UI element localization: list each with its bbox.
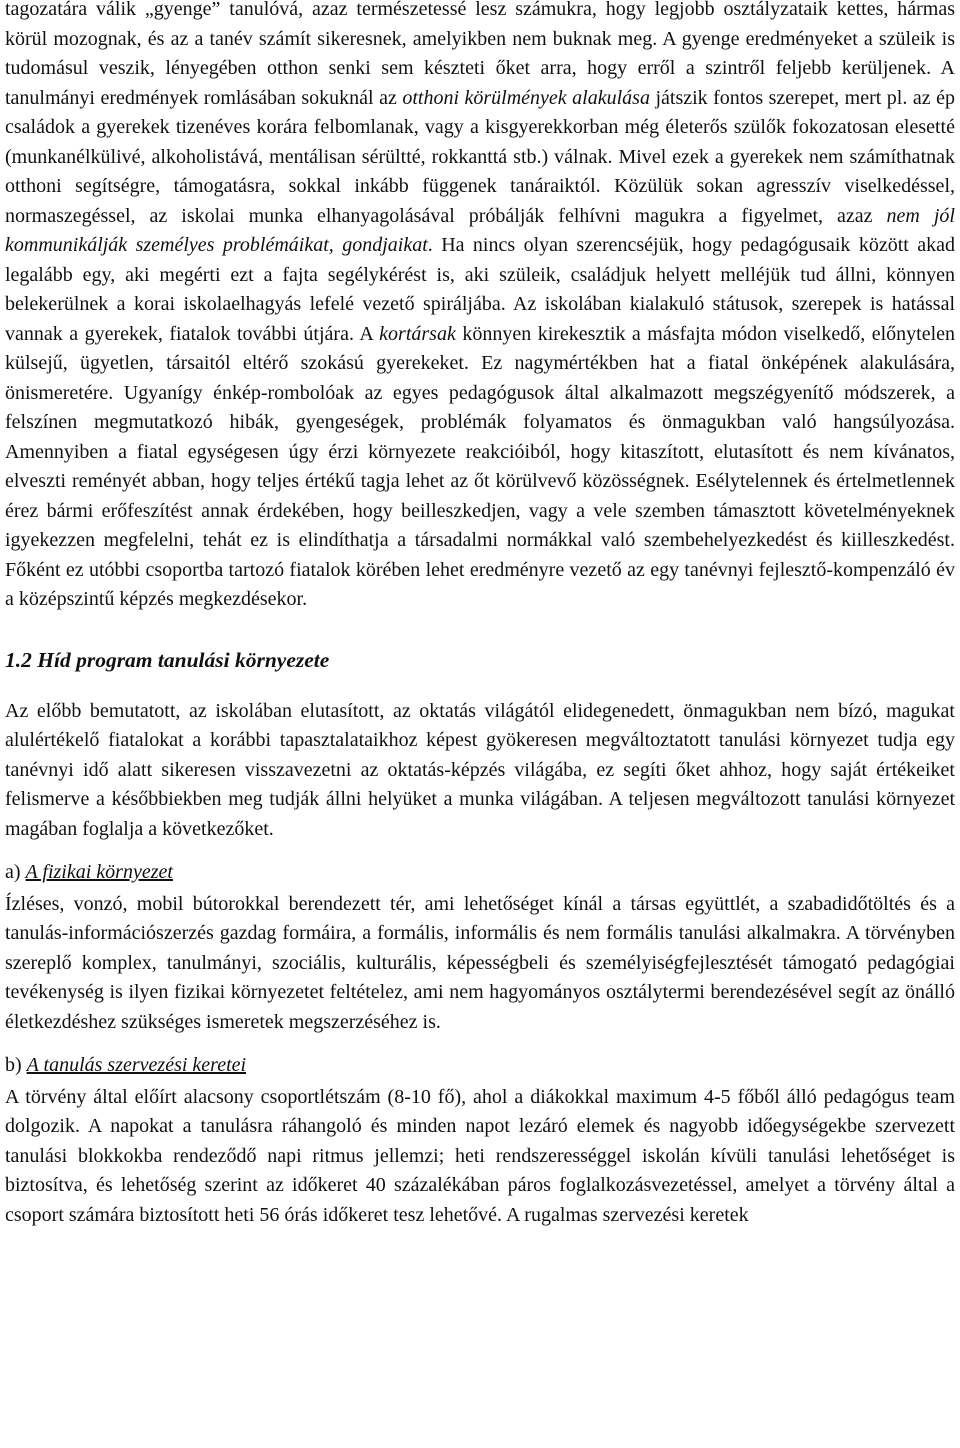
subheading-title: A tanulás szervezési keretei	[26, 1054, 247, 1076]
emphasis-home-circumstances: otthoni körülmények alakulása	[402, 86, 650, 109]
text-run: játszik fontos szerepet, mert pl. az ép családok a gyerekek tizenéves korára felbomlanak, vagy a kisgyerekkorban még életerős szülők fokozatosan elesetté (munkanélkülivé, alkoholistává, mentálisan sérültté, rokkanttá stb.) válnak. Mivel ezek a gyerekek nem számíthatnak otthoni segítségre, támogatásra, sokkal inkább függenek tanáraiktól. Közülük sokan agresszív viselkedéssel, normaszegéssel, az iskolai munka elhanyagolásával próbálják felhívni magukra a figyelmet, azaz	[5, 86, 955, 227]
subheading-physical-environment	[5, 858, 955, 888]
emphasis-communication: nem jól kommunikálják személyes problémáikat, gondjaikat	[5, 204, 955, 256]
section-heading: 1.2 Híd program tanulási környezete	[5, 647, 330, 672]
text-run: tagozatára válik „gyenge” tanulóvá, azaz természetessé lesz számukra, hogy legjobb osztályzataik kettes, hármas körül mozognak, és az a tanév számít sikeresnek, amelyikben nem buknak meg. A gyenge eredményeket a szüleik is tudomásul veszik, lényegében otthon senki sem készteti őket arra, hogy erről a szintről feljebb kerüljenek. A tanulmányi eredmények romlásában sokuknál az	[5, 0, 955, 109]
document-page	[5, 0, 955, 1230]
text-run: . Ha nincs olyan szerencséjük, hogy pedagógusaik között akad legalább egy, aki megérti ezt a fajta segélykérést is, aki szüleik, családjuk helyett melléjük tud állni, könnyen belekerülnek a korai iskolaelhagyás lefelé vezető spiráljába. Az iskolában kialakuló státusok, szerepek is hatással vannak a gyerekek, fiatalok további útjára. A	[5, 234, 955, 345]
subheading-marker: a)	[5, 861, 26, 883]
emphasis-peers: kortársak	[379, 322, 456, 345]
paragraph-learning-environment: Az előbb bemutatott, az iskolában elutasított, az oktatás világától elidegenedett, önmagukban nem bízó, magukat alulértékelő fiatalokat a korábbi tapasztalataikhoz képest gyökeresen megváltoztatott tanulási környezet tudja egy tanévnyi idő alatt sikeresen visszavezetni az oktatás-képzés világába, ez segíti őket ahhoz, hogy saját értékeiket felismerve a későbbiekben meg tudják állni helyüket a munka világában. A teljesen megváltozott tanulási környezet magában foglalja a következőket.	[5, 699, 955, 840]
subheading-marker: b)	[5, 1054, 27, 1076]
subheading-organization	[5, 1051, 955, 1081]
paragraph-organization: A törvény által előírt alacsony csoportlétszám (8-10 fő), ahol a diákokkal maximum 4-5 főből álló pedagógus team dolgozik. A napokat a tanulásra ráhangoló és minden napot lezáró elemek és nagyobb időegységekbe szervezett tanulási blokkokba rendeződő napi ritmus jellemzi; heti rendszerességgel iskolán kívüli tanulási lehetőséget is biztosítva, és lehetőség szerint az időkeret 40 százalékában páros foglalkozásvezetéssel, amelyet a törvény által a csoport számára biztosított heti 56 órás időkeret tesz lehetővé. A rugalmas szervezési keretek	[5, 1085, 955, 1226]
text-run: könnyen kirekesztik a másfajta módon viselkedő, előnytelen külsejű, ügyetlen, társaitól eltérő szokású gyerekeket. Ez nagymértékben hat a fiatal önképének alakulására, önismeretére. Ugyanígy énkép-rombolóak az egyes pedagógusok által alkalmazott megszégyenítő módszerek, a felszínen megmutatkozó hibák, gyengeségek, problémák folyamatos és önmagukban való hangsúlyozása. Amennyiben a fiatal egységesen úgy érzi környezete reakcióiból, hogy kitaszított, elutasított és nem kívánatos, elveszti reményét abban, hogy teljes értékű tagja lehet az őt körülvevő közösségnek. Esélytelennek és értelmetlennek érez bármi erőfeszítést annak érdekében, hogy beilleszkedjen, vagy a vele szemben támasztott követelményeknek igyekezzen megfelelni, tehát ez is elindíthatja a társadalmi normákkal való szembehelyezkedést és kiilleszkedést. Főként ez utóbbi csoportba tartozó fiatalok körében lehet eredményre vezető az egy tanévnyi fejlesztő-kompenzáló év a középszintű képzés megkezdésekor.	[5, 322, 956, 610]
subheading-title: A fizikai környezet	[25, 861, 173, 883]
paragraph-physical-environment: Ízléses, vonzó, mobil bútorokkal berendezett tér, ami lehetőséget kínál a társas együttlét, a szabadidőtöltés és a tanulás-információszerzés gazdag formáira, a formális, informális és nem formális tanulási alkalmakra. A törvényben szereplő komplex, tanulmányi, szociális, kulturális, képességbeli és személyiségfejlesztését támogató pedagógiai tevékenység is ilyen fizikai környezetet feltételez, ami nem hagyományos osztálytermi berendezésével segít az önálló életkezdéshez szükséges ismeretek megszerzéséhez is.	[5, 892, 955, 1033]
paragraph-home-circumstances	[5, 0, 955, 615]
